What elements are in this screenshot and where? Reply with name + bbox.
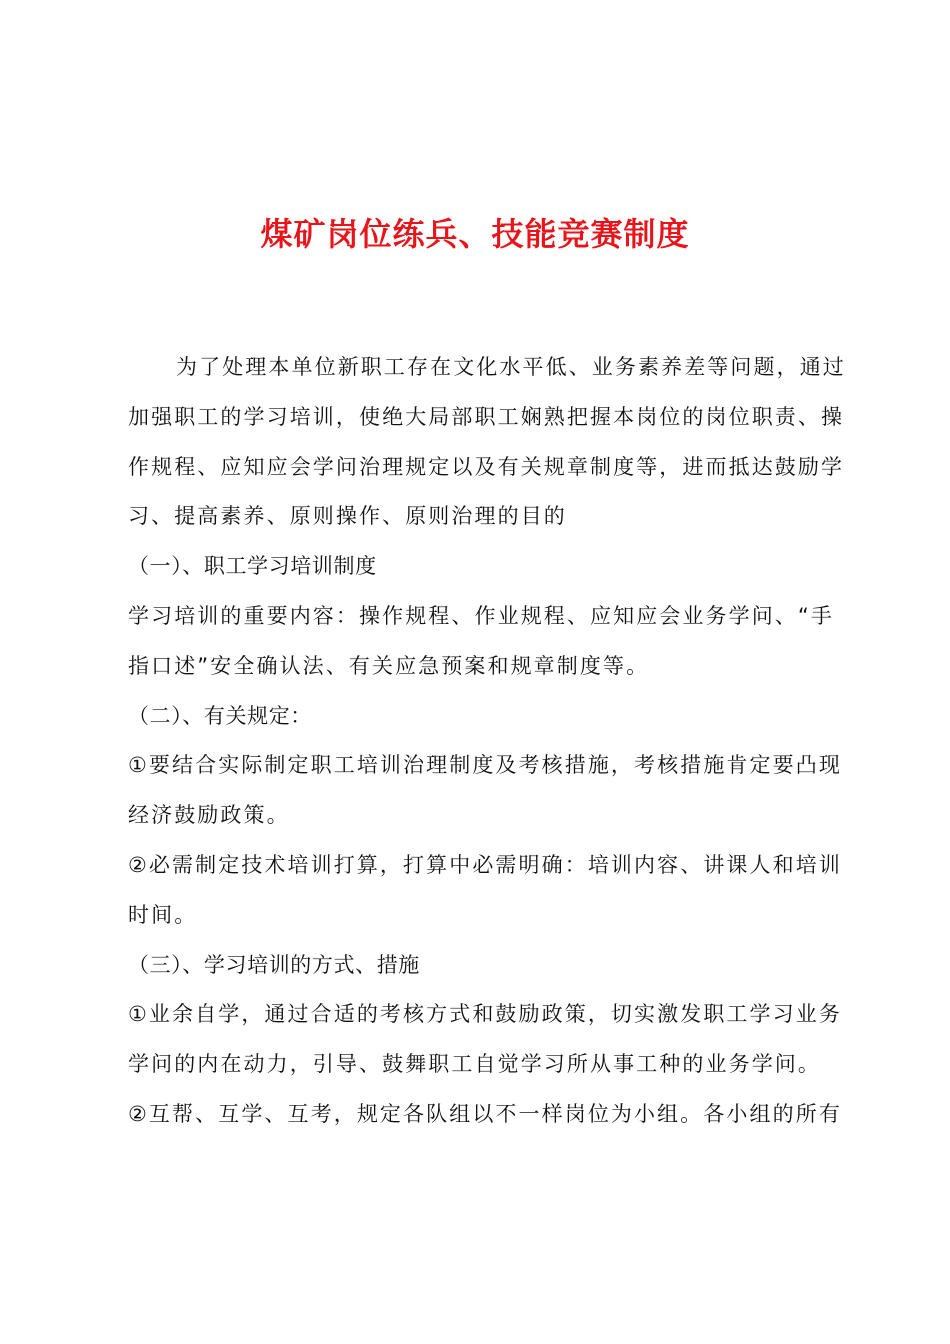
document-title: 煤矿岗位练兵、技能竞赛制度 xyxy=(260,215,690,253)
paragraph-line: 作规程、应知应会学问治理规定以及有关规章制度等，进而抵达鼓励学 xyxy=(128,454,845,479)
list-item-line: ①要结合实际制定职工培训治理制度及考核措施，考核措施肯定要凸现 xyxy=(128,753,842,778)
list-item-line: ②互帮、互学、互考，规定各队组以不一样岗位为小组。各小组的所有 xyxy=(128,1101,842,1126)
document-body xyxy=(128,343,846,1140)
paragraph-line: 为了处理本单位新职工存在文化水平低、业务素养差等问题，通过 xyxy=(176,355,846,379)
paragraph-line: 习、提高素养、原则操作、原则治理的目的 xyxy=(128,504,567,529)
paragraph-line: 指口述”安全确认法、有关应急预案和规章制度等。 xyxy=(128,653,650,678)
section-heading: （三）、学习培训的方式、措施 xyxy=(128,952,420,977)
list-item-line: 经济鼓励政策。 xyxy=(128,803,290,828)
list-item-line: 学问的内在动力，引导、鼓舞职工自觉学习所从事工种的业务学问。 xyxy=(128,1052,821,1077)
list-item-line: 时间。 xyxy=(128,902,198,927)
list-item-line: ①业余自学，通过合适的考核方式和鼓励政策，切实激发职工学习业务 xyxy=(128,1002,842,1027)
paragraph-line: 加强职工的学习培训，使绝大局部职工娴熟把握本岗位的岗位职责、操 xyxy=(128,404,845,429)
list-item-line: ②必需制定技术培训打算，打算中必需明确：培训内容、讲课人和培训 xyxy=(128,852,842,877)
section-heading: （二）、有关规定： xyxy=(128,703,312,728)
section-heading: （一）、职工学习培训制度 xyxy=(128,554,377,579)
paragraph-line: 学习培训的重要内容：操作规程、作业规程、应知应会业务学问、“手 xyxy=(128,603,834,628)
